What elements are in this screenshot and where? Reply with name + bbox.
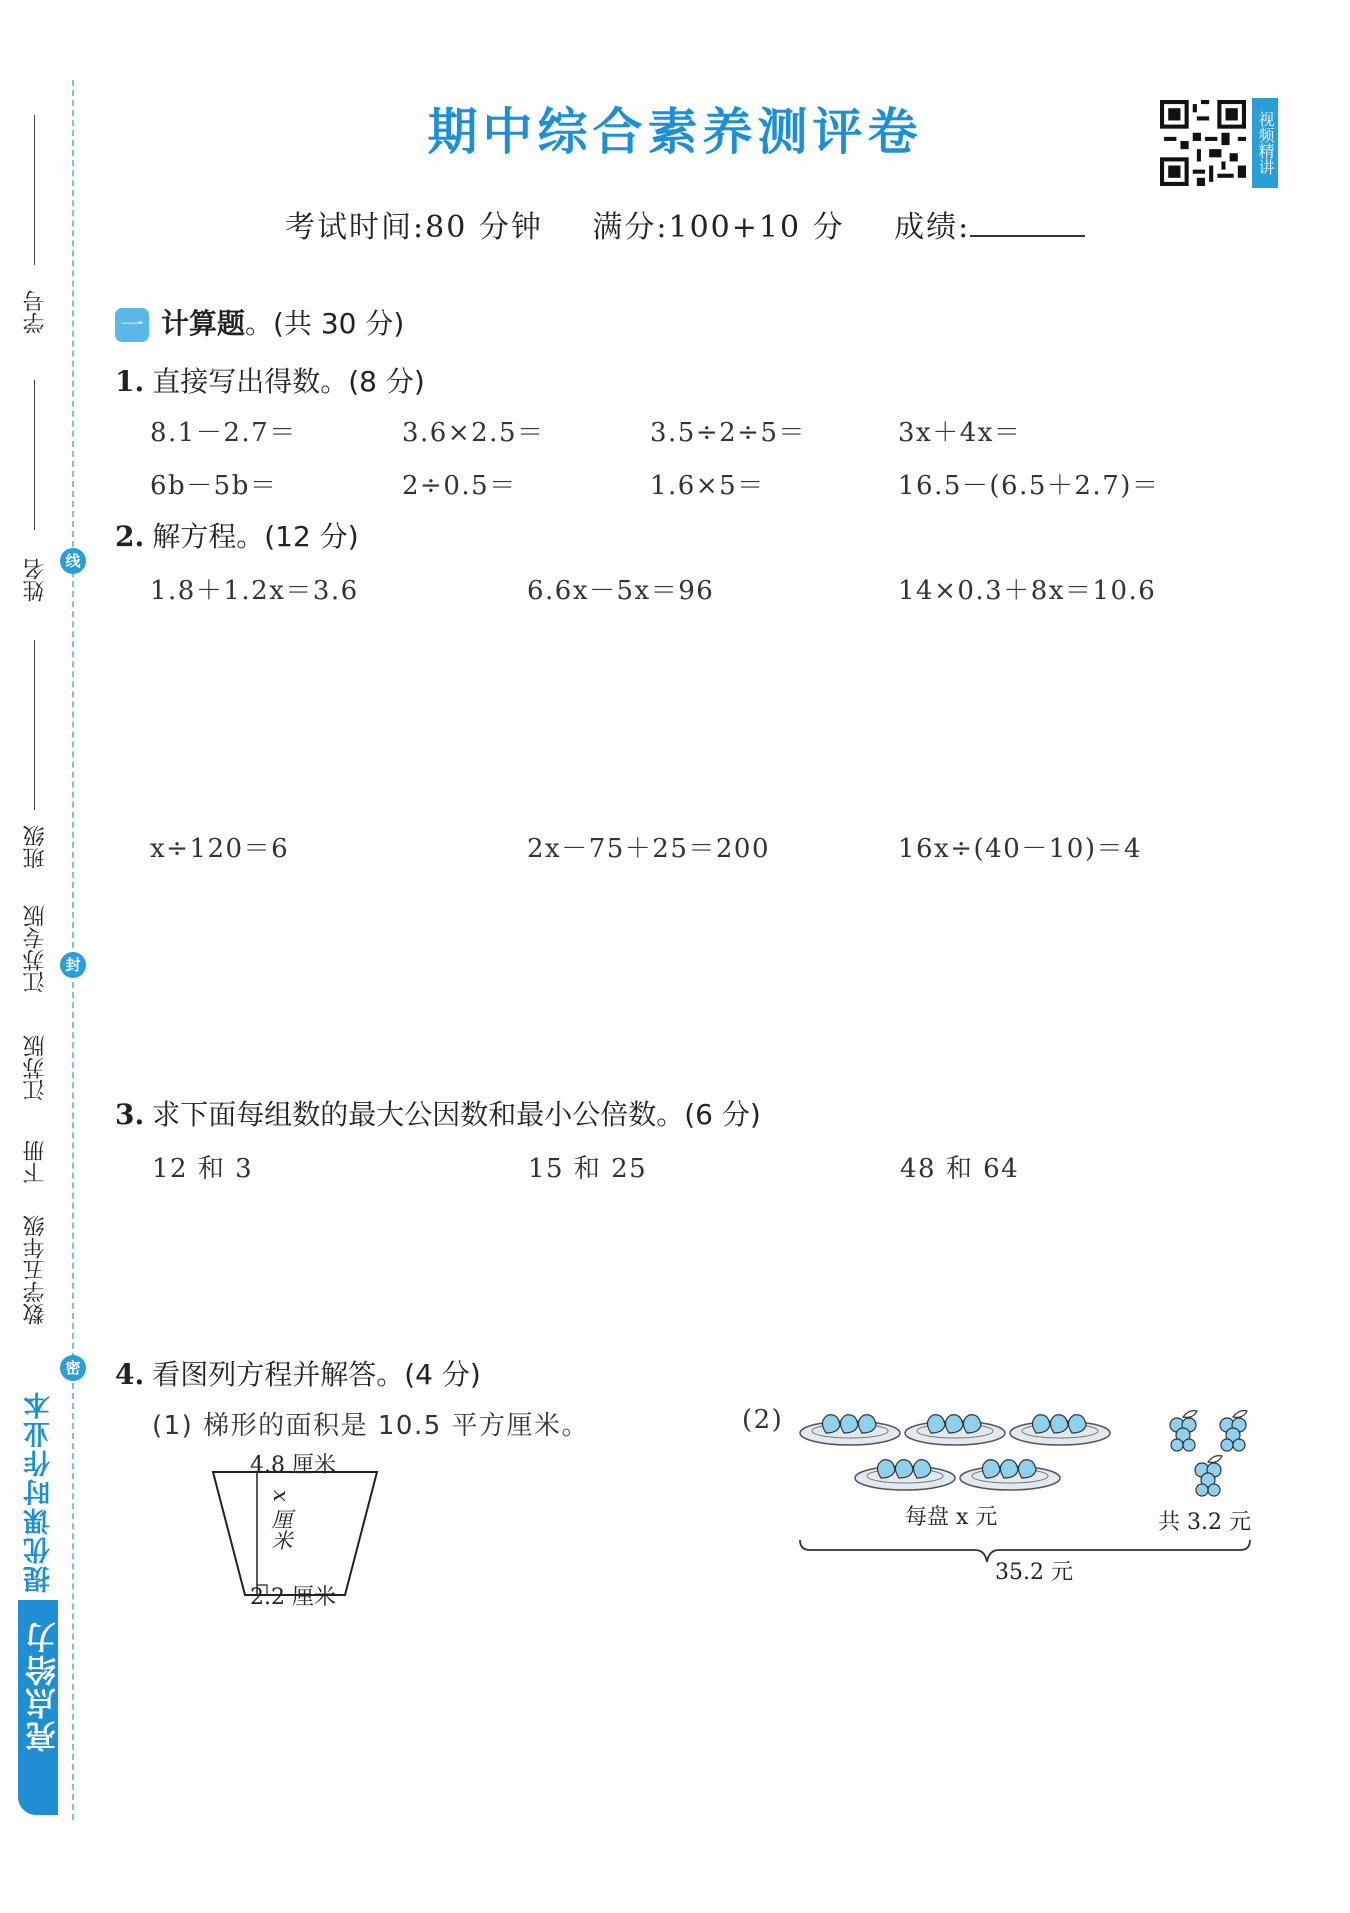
question-number: 1. [115,365,145,398]
exam-time: 考试时间:80 分钟 [285,210,543,245]
section-badge: 一 [115,308,149,342]
plate-price-label: 每盘 x 元 [905,1505,998,1530]
question-text: 直接写出得数。(8 分) [152,365,425,398]
trapezoid-top-label: 4.8 厘米 [250,1453,336,1478]
exam-info [285,202,1123,246]
strawberry-plate [960,1460,1060,1490]
question-text: 解方程。(12 分) [152,520,359,553]
strawberry-plate [855,1460,955,1490]
name-line-top [34,380,35,530]
grape-bunch [1195,1456,1222,1496]
grade-label: 数学五年级 [23,1215,48,1325]
question-number: 4. [115,1358,145,1391]
q3-item: 15 和 25 [528,1154,648,1184]
volume-label: 下册 [23,1140,48,1184]
section-title: 计算题 [161,307,246,340]
question-number: 3. [115,1098,145,1131]
edition2-label: 江苏版 [23,1035,48,1101]
qr-video-label: 视频精讲 [1252,98,1278,188]
full-score: 满分:100+10 分 [592,210,845,245]
q2-equation: 1.8＋1.2x＝3.6 [150,576,359,606]
grade-blank[interactable] [970,211,1085,237]
edition-label: 江苏专版 [23,905,48,993]
strawberry-plate [1010,1415,1110,1445]
q1-item: 3.6×2.5＝ [402,418,545,448]
question-3 [115,1093,761,1133]
seal-line: 线 [60,548,86,574]
section-heading [115,302,404,342]
grade-label-text: 成绩: [894,210,971,245]
q1-item: 8.1－2.7＝ [150,418,297,448]
page-title: 期中综合素养测评卷 [427,103,923,161]
q4-part1-text: (1) 梯形的面积是 10.5 平方厘米。 [152,1411,590,1441]
brand-title: 亮点给力 [26,1620,62,1752]
trapezoid-bottom-label: 2.2 厘米 [250,1585,336,1610]
student-no-label: 学号 [23,290,48,334]
q2-equation: x÷120＝6 [150,834,290,864]
class-line [34,640,35,810]
q2-equation: 16x÷(40－10)＝4 [898,834,1143,864]
question-text: 看图列方程并解答。(4 分) [152,1358,481,1391]
q3-item: 12 和 3 [152,1154,254,1184]
brand-logo [18,1600,62,1815]
q2-equation: 14×0.3＋8x＝10.6 [898,576,1157,606]
strawberry-plate [800,1415,900,1445]
q4-part2-text: (2) [742,1405,784,1435]
class-label: 班级 [23,825,48,869]
strawberry-plate [905,1415,1005,1445]
q1-item: 16.5－(6.5＋2.7)＝ [898,471,1160,501]
seal-seal: 封 [60,952,86,978]
q1-item: 1.6×5＝ [650,471,765,501]
q2-equation: 2x－75＋25＝200 [527,834,770,864]
total-price-label: 35.2 元 [995,1560,1073,1585]
question-text: 求下面每组数的最大公因数和最小公倍数。(6 分) [152,1098,761,1131]
grape-bunch [1170,1411,1197,1451]
question-2 [115,515,359,555]
q3-item: 48 和 64 [900,1154,1020,1184]
question-number: 2. [115,520,145,553]
q1-item: 2÷0.5＝ [402,471,517,501]
brand-subtitle: 提优课时作业本 [24,1390,55,1593]
q1-item: 3x＋4x＝ [898,418,1022,448]
cut-dashed-line [72,80,74,1820]
grape-bunch [1220,1411,1247,1451]
binding-margin [0,0,100,1913]
q1-item: 6b－5b＝ [150,471,278,501]
grape-total-label: 共 3.2 元 [1158,1510,1251,1535]
seal-secret: 密 [60,1355,86,1381]
section-score: 。(共 30 分) [245,307,405,340]
trapezoid-height-label: x 厘米 [269,1490,293,1551]
q1-item: 3.5÷2÷5＝ [650,418,807,448]
qr-code-icon[interactable] [1160,100,1246,186]
question-4 [115,1353,481,1393]
question-1 [115,360,425,400]
q2-equation: 6.6x－5x＝96 [527,576,715,606]
name-label: 姓名 [23,558,48,602]
